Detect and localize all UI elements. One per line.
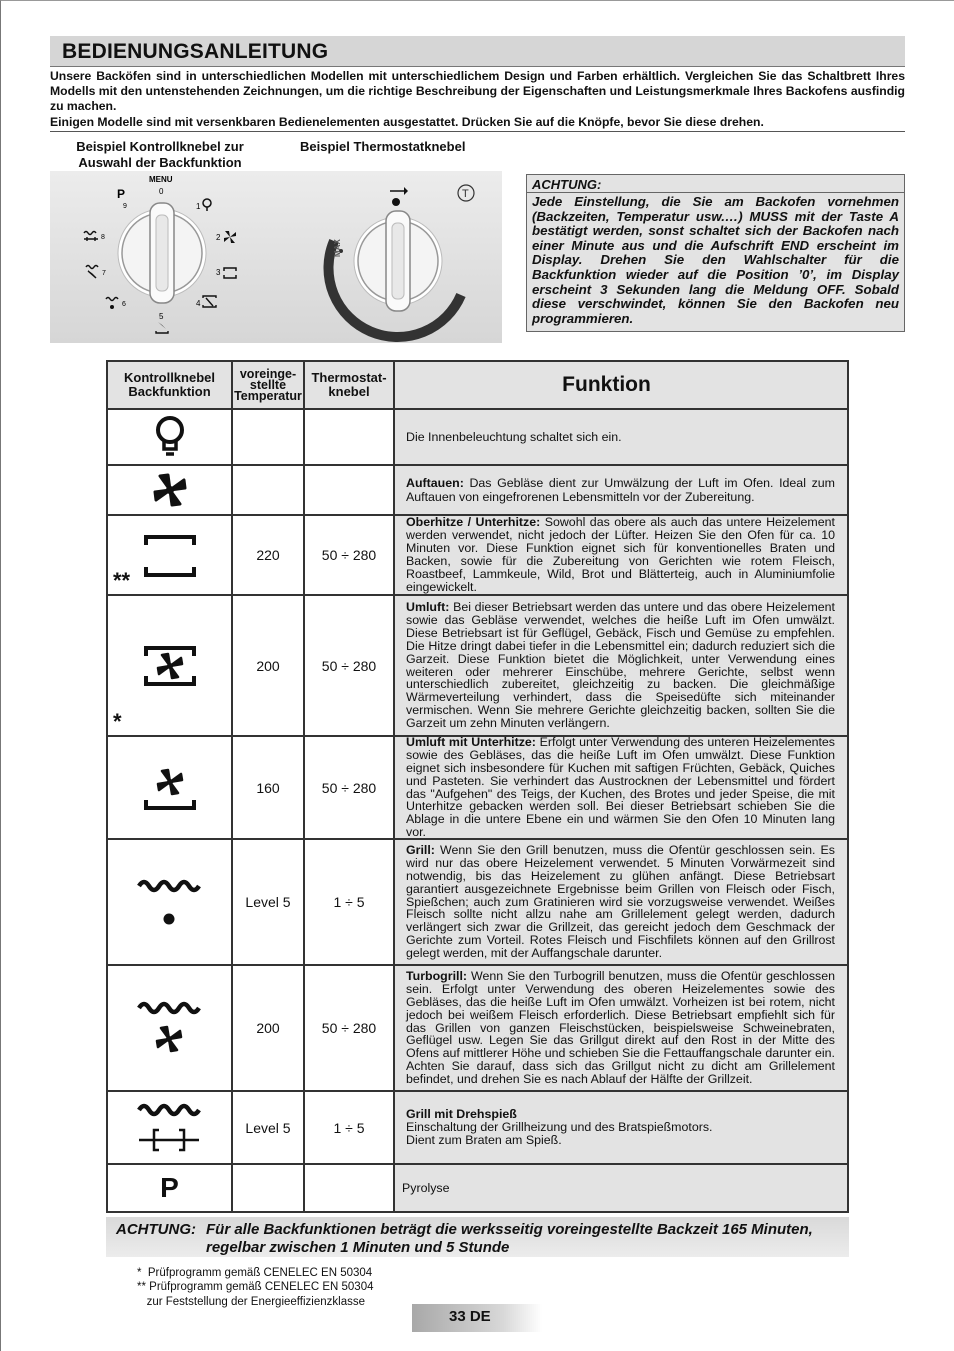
page-number-tab bbox=[412, 1304, 542, 1332]
turbogrill-icon bbox=[135, 996, 205, 1060]
control-knob-illustration bbox=[50, 171, 296, 343]
preset-temperature: 220 bbox=[233, 516, 305, 594]
description-body: Das Gebläse dient zur Umwälzung der Luft im Ofen. Ideal zum Auftauen von eingefrorenen Lebensmitteln vor der Zubereitung. bbox=[406, 475, 835, 504]
knob-pos-9: 9 bbox=[123, 203, 127, 210]
function-description bbox=[395, 840, 847, 964]
description-line2: Dient zum Braten am Spieß. bbox=[406, 1132, 562, 1147]
page-number: 33 DE bbox=[449, 1308, 491, 1325]
fan-top-bottom-heat-icon bbox=[140, 636, 200, 696]
function-description bbox=[395, 596, 847, 735]
knob-fan-bottom-icon bbox=[156, 322, 168, 333]
intro-paragraph-2: Einigen Modelle sind mit versenkbaren Bedienelementen ausgestattet. Drücken Sie auf die Knöpfe, bevor Sie diese drehen. bbox=[50, 114, 764, 129]
table-row bbox=[108, 840, 847, 966]
thermostat-range: 50 ÷ 280 bbox=[305, 516, 395, 594]
warning-box bbox=[526, 174, 905, 332]
header-function: Funktion bbox=[395, 362, 847, 408]
function-table bbox=[106, 360, 849, 1213]
thermostat-range bbox=[305, 410, 395, 464]
function-icon-cell bbox=[108, 1092, 233, 1163]
control-knob-caption-line2: Auswahl der Backfunktion bbox=[78, 155, 242, 170]
thermostat-range: 50 ÷ 280 bbox=[305, 596, 395, 735]
warning-heading: ACHTUNG: bbox=[527, 175, 904, 193]
intro-text bbox=[50, 69, 905, 130]
knob-pos-2: 2 bbox=[216, 233, 221, 242]
knob-pos-0: 0 bbox=[159, 187, 164, 196]
knob-grill-icon bbox=[106, 298, 118, 309]
function-description bbox=[395, 1092, 847, 1163]
header-col1-line1: Kontrollknebel bbox=[123, 370, 215, 385]
description-title: Oberhitze / Unterhitze: bbox=[406, 515, 541, 530]
bottom-warning bbox=[106, 1217, 849, 1257]
knob-turbogrill-icon bbox=[86, 266, 98, 279]
thermostat-range: 50 ÷ 280 bbox=[305, 737, 395, 838]
description-title: Umluft mit Unterhitze: bbox=[406, 734, 536, 749]
description-body: Wenn Sie den Grill benutzen, muss die Ofentür geschlossen sein. Es wird nur das obere Heizelement verwendet. 5 Minuten Vorwärmezeit sind notwendig, bis das Heizelement zu glühen anfängt. Diese Betriebsart garantiert ausgezeichnete Ergebnisse beim Grillen von Fleisch oder Fisch, Spießchen; auch zum Gratinieren wird sie vorzugsweise verwendet. Weißes Fleisch sollte nicht allzu nahe am Grillelement gelegt werden, dadurch verlängert sich zwar die Grillzeit, das gereicht jedoch dem Geschmack der Gerichte zum Vorteil. Rotes Fleisch und Fischfilets können auf den Grillrost gelegt werden, mit der Auffangschale darunter. bbox=[406, 842, 835, 961]
knob-pos-4: 4 bbox=[196, 299, 201, 308]
header-thermostat-knob bbox=[305, 362, 395, 408]
preset-temperature: 200 bbox=[233, 596, 305, 735]
thermostat-knob-caption: Beispiel Thermostatknebel bbox=[300, 139, 466, 154]
description-text: Die Innenbeleuchtung schaltet sich ein. bbox=[406, 429, 622, 444]
knob-fan-heat-icon bbox=[203, 296, 216, 307]
description-text: Pyrolyse bbox=[402, 1180, 450, 1195]
fan-icon bbox=[150, 470, 190, 510]
table-row bbox=[108, 410, 847, 466]
description-line1: Einschaltung der Grillheizung und des Bratspießmotors. bbox=[406, 1120, 713, 1135]
thermostat-range bbox=[305, 1165, 395, 1211]
max-label: MAX bbox=[333, 239, 342, 257]
intro-paragraph-1: Unsere Backöfen sind in unterschiedlichen Modellen mit unterschiedlichem Design und Farben erhältlich. Vergleichen Sie das Schaltbrett Ihres Modells mit den untenstehenden Zeichnungen, um die richtige Beschreibung der Eigenschaften und Leistungsmerkmale Ihres Backofens ausfindig zu machen. bbox=[50, 69, 905, 114]
thermostat-range: 1 ÷ 5 bbox=[305, 840, 395, 964]
header-preset-temperature bbox=[233, 362, 305, 408]
header-col1-line2: Backfunktion bbox=[128, 384, 211, 399]
thermostat-range: 1 ÷ 5 bbox=[305, 1092, 395, 1163]
preset-temperature: Level 5 bbox=[233, 1092, 305, 1163]
bottom-warning-line1: Für alle Backfunktionen beträgt die werksseitig voreingestellte Backzeit 165 Minuten, bbox=[206, 1221, 813, 1238]
fan-bottom-heat-icon bbox=[140, 758, 200, 818]
control-knob-svg bbox=[50, 171, 296, 343]
menu-label: MENU bbox=[149, 175, 173, 184]
function-icon-cell bbox=[108, 840, 233, 964]
function-icon-cell bbox=[108, 596, 233, 735]
function-description bbox=[395, 516, 847, 594]
control-knob-caption-line1: Beispiel Kontrollknebel zur bbox=[76, 139, 244, 154]
table-row bbox=[108, 1165, 847, 1211]
bottom-warning-text bbox=[206, 1221, 813, 1257]
header-col3-line2: knebel bbox=[328, 384, 370, 399]
table-row bbox=[108, 516, 847, 596]
description-text bbox=[406, 844, 835, 960]
thermostat-knob-svg bbox=[286, 171, 502, 343]
header-col2-line2: stellte bbox=[249, 377, 287, 392]
pyrolysis-icon: P bbox=[160, 1172, 179, 1203]
function-description bbox=[395, 966, 847, 1090]
footnote-2: ** Prüfprogramm gemäß CENELEC EN 50304 bbox=[137, 1281, 374, 1294]
top-bottom-heat-icon bbox=[140, 525, 200, 585]
footnote-3: zur Feststellung der Energieeffizienzklasse bbox=[137, 1295, 365, 1308]
thermostat-range bbox=[305, 466, 395, 514]
description-title: Umluft: bbox=[406, 599, 450, 614]
header-control-knob bbox=[108, 362, 233, 408]
preset-temperature: 200 bbox=[233, 966, 305, 1090]
description-body: Wenn Sie den Turbogrill benutzen, muss die Ofentür geschlossen sein. Erfolgt unter Verwendung des oberen Heizelementes sowie des Gebläses, das die heiße Luft im Ofen umwälzt. Vorheizen ist bei rotem, nicht jedoch bei weißem Fleisch erforderlich. Diese Betriebsart empfiehlt sich für das Grillen von ganzen Fleischstücken, beispielsweise Schweinebraten, Geflügel usw. Legen Sie das Grillgut direkt auf den Rost in der Mitte des Ofens auf mittlerer Höhe und schieben Sie die Fettauffangschale darunter ein. Achten Sie darauf, dass sich das Grillgut nicht zu dicht am Grillelement befindet, und drehen Sie es nach Ablauf der Hälfte der Grillzeit. bbox=[406, 968, 835, 1087]
description-text bbox=[406, 736, 835, 839]
function-icon-cell bbox=[108, 466, 233, 514]
function-icon-cell bbox=[108, 516, 233, 594]
warning-text: Jede Einstellung, die Sie am Backofen vornehmen (Backzeiten, Temperatur usw.…) MUSS mit der Taste A bestätigt werden, sonst schaltet sich der Backofen nach einer Minute aus und die Aufschrift END erscheint im Display. Drehen Sie den Wahlschalter für die Backfunktion wieder auf die Position ’0’, im Display erscheint 3 Sekunden lang die Meldung OFF. Sobald diese verschwindet, können Sie den Backofen neu programmieren. bbox=[532, 194, 899, 326]
function-icon-cell bbox=[108, 410, 233, 464]
bottom-warning-line2: regelbar zwischen 1 Minuten und 5 Stunde bbox=[206, 1239, 510, 1256]
description-body: Erfolgt unter Verwendung des unteren Heizelementes sowie des Gebläses, das die heiße Luft im Ofen umwälzt. Diese Funktion eignet sich insbesondere für Kuchen mit saftigen Früchten, Gebäck, Quiches und Pasteten. Sie verhindert das Austrocknen der Lebensmittel und fördert das "Aufgehen" des Teigs, der Kuchen, des Brotes und jeder Speise, die mit Unterhitze gebacken werden soll. Bei dieser Betriebsart schieben Sie die Ablage in die untere Ebene ein und wärmen Sie den Ofen 10 Minuten lang vor. bbox=[406, 734, 836, 840]
header-col3-line1: Thermostat- bbox=[311, 370, 387, 385]
knob-pos-3: 3 bbox=[216, 268, 221, 277]
footnote-star: ** bbox=[113, 568, 131, 593]
knob-pos-6: 6 bbox=[122, 301, 126, 308]
description-body: Bei dieser Betriebsart werden das untere und das obere Heizelement sowie das Gebläse verwendet, welches die heiße Luft im Ofen umwälzt. Diese Betriebsart ist für Geflügel, Gebäck, Fisch und Gemüse zu empfehlen. Die Hitze dringt dabei tiefer in die Lebensmittel ein; dadurch reduziert sich die Garzeit. Diese Funktion bietet die Möglichkeit, unter Verwendung eines weiteren oder mehrerer Einschübe, mehrere Gerichte, selbst wenn unterschiedlich zubereitet, gleichzeitig zu backen. Die gleichmäßige Wärmeverteilung verhindert, dass die Speisedüfte sich miteinander vermischen. Wenn Sie mehrere Gerichte gleichzeitig backen, sollten Sie die Garzeit um zehn Minuten verlängern. bbox=[406, 599, 835, 731]
knob-pos-8: 8 bbox=[101, 234, 105, 241]
footnotes bbox=[137, 1266, 374, 1309]
description-title: Turbogrill: bbox=[406, 968, 468, 983]
divider bbox=[50, 131, 905, 132]
table-row bbox=[108, 466, 847, 516]
preset-temperature bbox=[233, 1165, 305, 1211]
function-description bbox=[395, 734, 847, 840]
function-icon-cell bbox=[108, 1165, 233, 1211]
preset-temperature: Level 5 bbox=[233, 840, 305, 964]
table-row bbox=[108, 734, 847, 840]
footnote-1: * Prüfprogramm gemäß CENELEC EN 50304 bbox=[137, 1267, 373, 1279]
title-bar bbox=[50, 36, 905, 67]
header-col2-line3: Temperatur bbox=[234, 388, 302, 403]
description-text bbox=[406, 601, 835, 730]
preset-temperature bbox=[233, 466, 305, 514]
thermostat-range: 50 ÷ 280 bbox=[305, 966, 395, 1090]
grill-icon bbox=[135, 872, 205, 932]
description-text bbox=[406, 516, 835, 593]
preset-temperature: 160 bbox=[233, 737, 305, 838]
header-col2-line1: voreinge- bbox=[239, 366, 297, 381]
knob-pos-p: P bbox=[117, 187, 126, 201]
knob-lamp-icon bbox=[203, 199, 211, 211]
knob-fan-icon bbox=[224, 231, 236, 243]
function-description bbox=[395, 1165, 847, 1211]
control-knob-caption bbox=[60, 139, 260, 171]
knob-pos-1: 1 bbox=[196, 202, 201, 211]
table-row bbox=[108, 1092, 847, 1165]
description-title: Grill: bbox=[406, 842, 435, 857]
function-icon-cell bbox=[108, 966, 233, 1090]
description-title: Auftauen: bbox=[406, 475, 464, 490]
bottom-warning-label: ACHTUNG: bbox=[116, 1221, 196, 1238]
knob-top-bottom-heat-icon bbox=[224, 268, 236, 278]
description-body: Sowohl das obere als auch das untere Heizelement werden verwendet, nicht jedoch der Lüfter. Heizen Sie den Ofen für ca. 10 Minuten vor. Diese Funktion eignet sich für konventionelles Braten und Backen, sowie für die Zubereitung von Gerichten wie rotem Fleisch, Roastbeef, Lammkeule, Wild, Brot und Blätterteig, auch in Aluminiumfolie eingewickelt. bbox=[406, 515, 835, 594]
thermostat-off-arrow-icon bbox=[390, 187, 408, 206]
table-row bbox=[108, 596, 847, 737]
knob-pos-5: 5 bbox=[159, 312, 164, 321]
description-text bbox=[406, 476, 835, 505]
description-text bbox=[406, 1108, 835, 1147]
footnote-star: * bbox=[113, 709, 122, 734]
page-title: BEDIENUNGSANLEITUNG bbox=[62, 40, 329, 63]
preset-temperature bbox=[233, 410, 305, 464]
thermostat-symbol-label: T bbox=[462, 188, 469, 200]
thermostat-knob-illustration bbox=[286, 171, 502, 343]
rotisserie-icon bbox=[135, 1098, 205, 1158]
function-description bbox=[395, 410, 847, 464]
table-row bbox=[108, 966, 847, 1092]
description-text bbox=[406, 970, 835, 1086]
description-title: Grill mit Drehspieß bbox=[406, 1107, 517, 1122]
knob-rotisserie-icon bbox=[84, 232, 98, 242]
knob-pos-7: 7 bbox=[102, 270, 106, 277]
function-description bbox=[395, 466, 847, 514]
lamp-icon bbox=[150, 415, 190, 459]
function-icon-cell bbox=[108, 737, 233, 838]
table-header-row bbox=[108, 362, 847, 410]
